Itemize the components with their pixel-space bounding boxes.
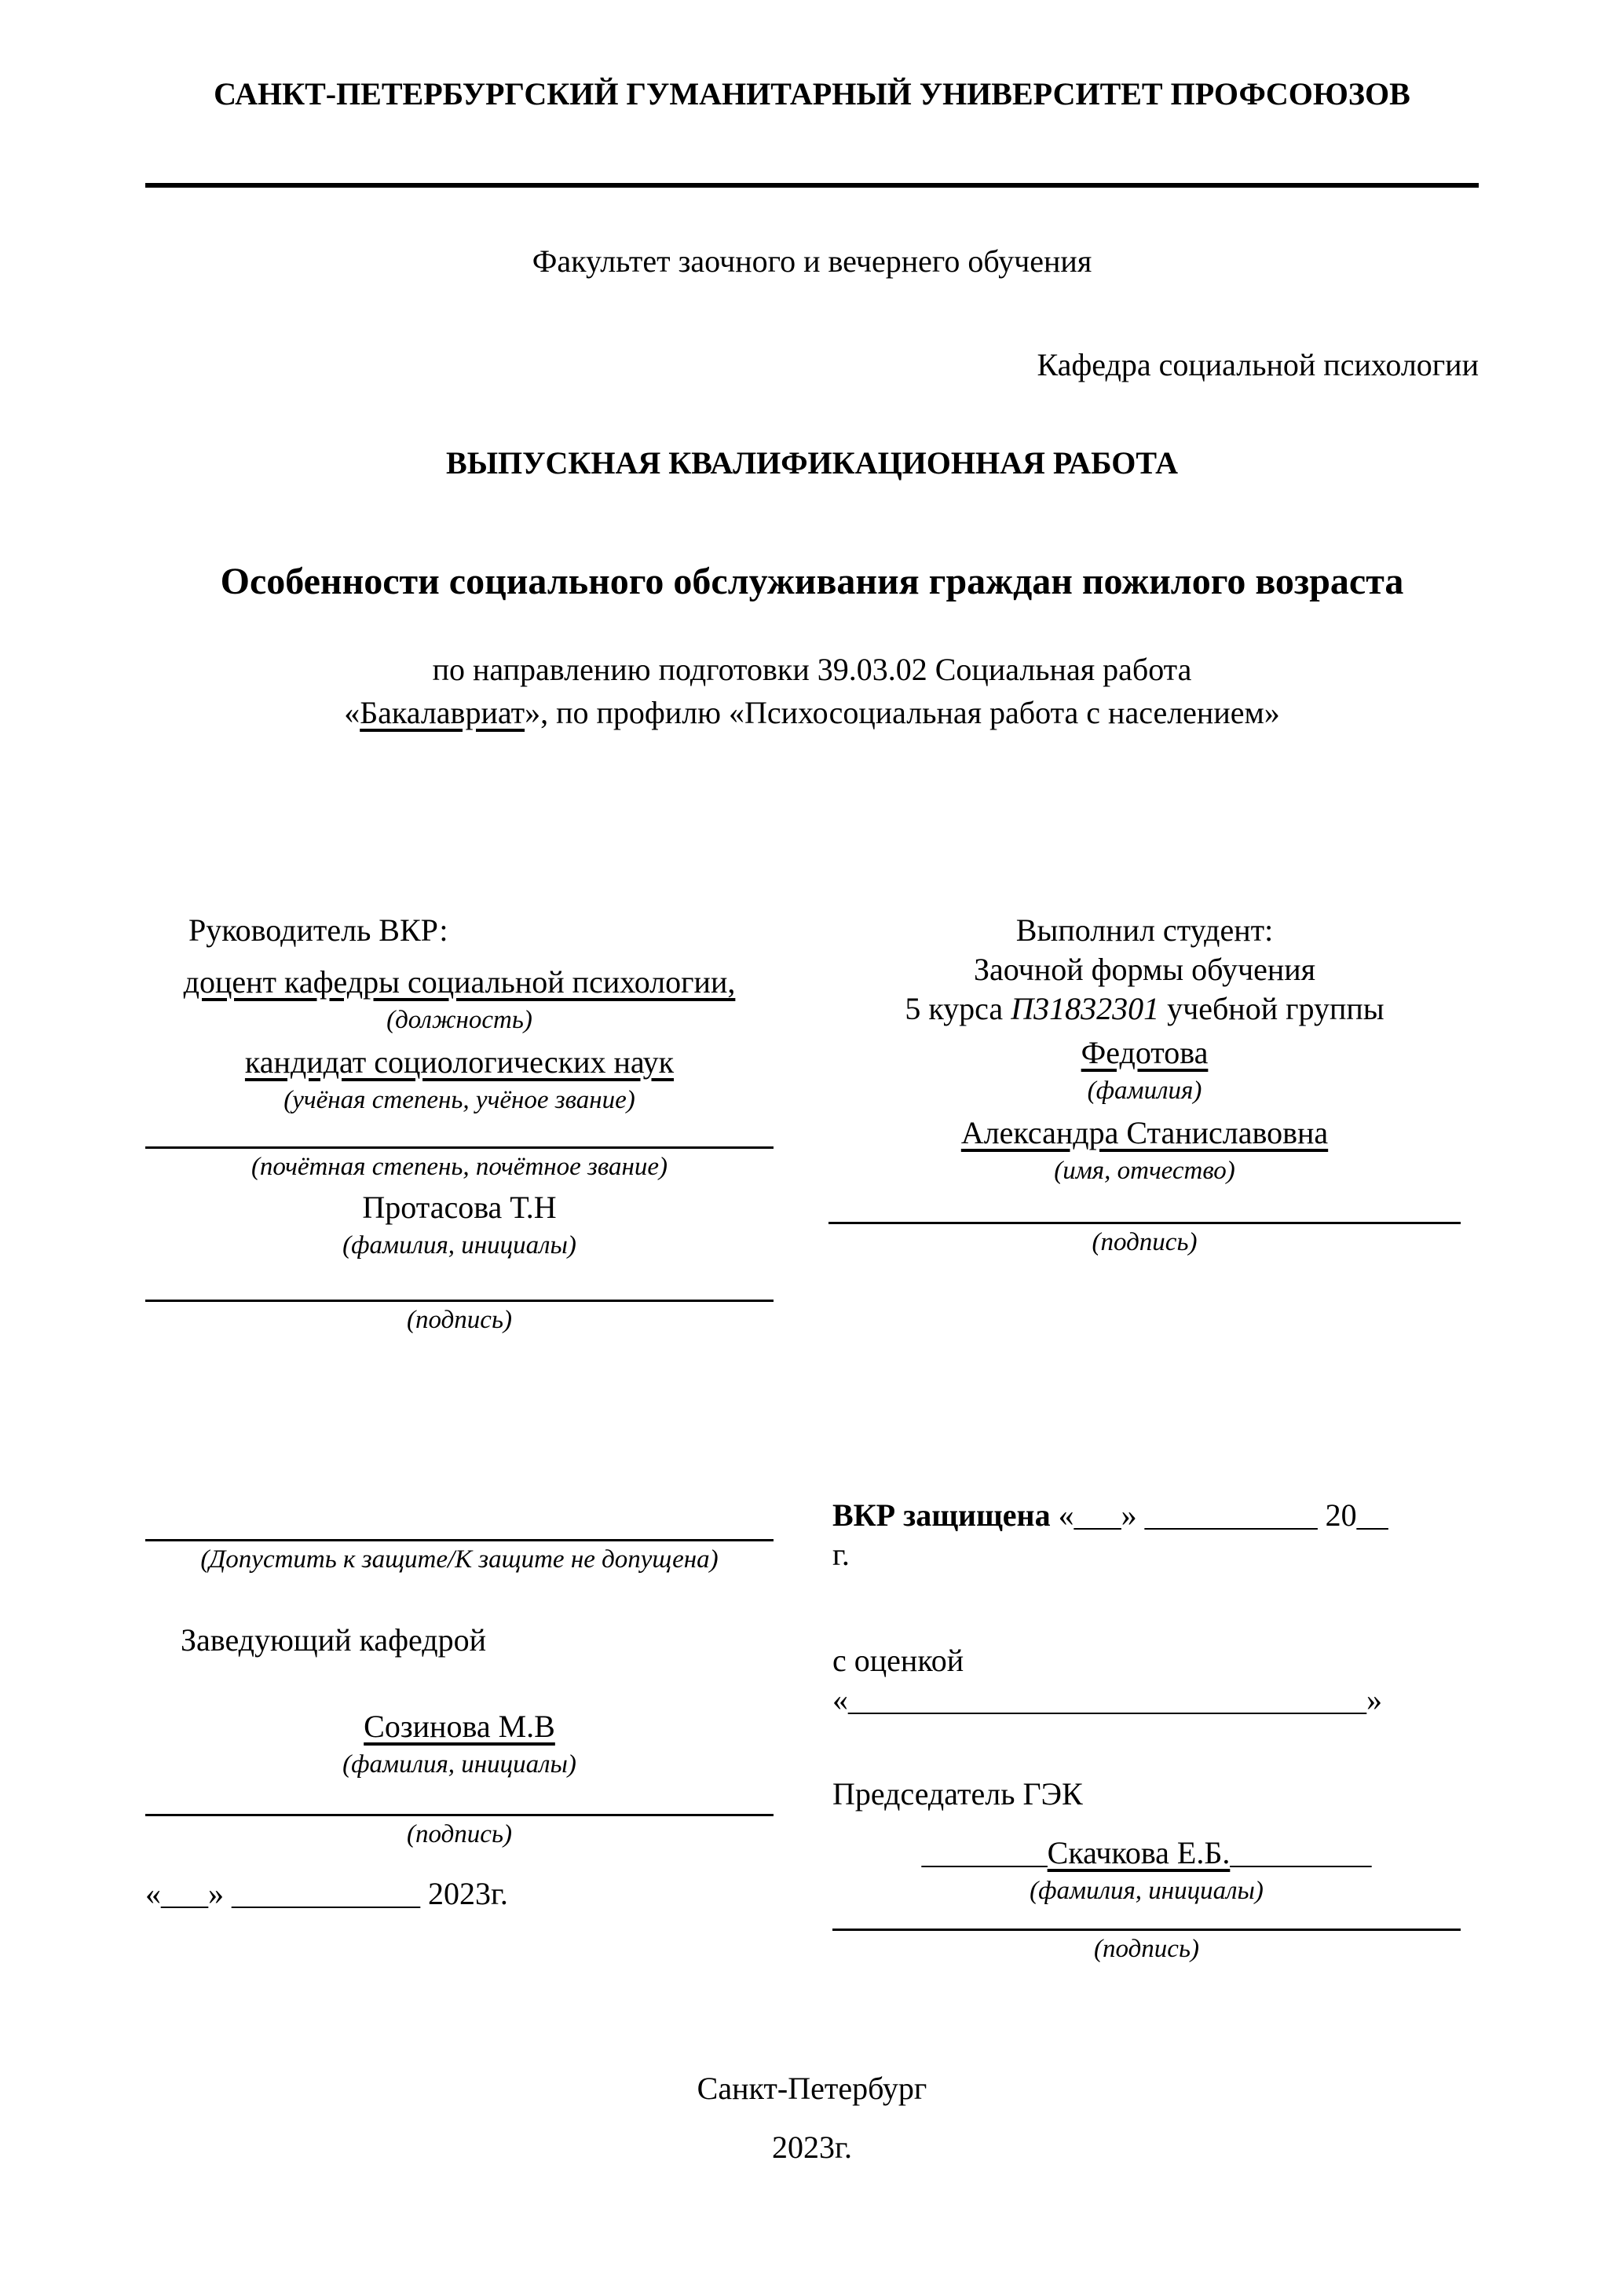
supervisor-block <box>145 911 774 1338</box>
grade-label: с оценкой <box>832 1643 964 1678</box>
supervisor-label: Руководитель ВКР: <box>188 912 448 948</box>
chairman-label: Председатель ГЭК <box>832 1776 1083 1812</box>
admission-date-line: «___» ____________ 2023г. <box>145 1876 508 1911</box>
supervisor-name: Протасова Т.Н <box>362 1190 557 1225</box>
defense-block <box>832 1496 1461 1967</box>
grade-blank-line: «_________________________________» <box>832 1682 1382 1717</box>
bachelor-level: Бакалавриат <box>360 695 525 730</box>
admission-block <box>145 1523 774 1914</box>
department-head-label: Заведующий кафедрой <box>181 1622 487 1658</box>
department-name: Кафедра социальной психологии <box>1037 347 1479 382</box>
supervisor-position: доцент кафедры социальной психологии, <box>183 964 736 1000</box>
footer-city: Санкт-Петербург <box>697 2071 927 2106</box>
work-type-heading: ВЫПУСКНАЯ КВАЛИФИКАЦИОННАЯ РАБОТА <box>446 445 1178 481</box>
student-name: Александра Станиславовна <box>960 1115 1329 1150</box>
student-surname-caption: (фамилия) <box>1087 1077 1202 1105</box>
supervisor-degree: кандидат социологических наук <box>244 1044 675 1080</box>
direction-line-2 <box>145 691 1479 734</box>
chairman-line-right: _________ <box>1230 1835 1372 1870</box>
student-course-line <box>828 989 1461 1029</box>
quote-open: « <box>344 695 360 730</box>
thesis-title: Особенности социального обслуживания граждан пожилого возраста <box>220 561 1404 602</box>
head-signature-caption: (подпись) <box>407 1820 512 1848</box>
chairman-name: Скачкова Е.Б. <box>1047 1835 1231 1870</box>
student-surname: Федотова <box>1081 1035 1209 1070</box>
student-block <box>828 911 1461 1260</box>
student-name-caption: (имя, отчество) <box>1054 1157 1235 1185</box>
supervisor-name-caption: (фамилия, инициалы) <box>342 1231 576 1260</box>
chairman-name-line <box>832 1834 1461 1873</box>
degree-caption: (учёная степень, учёное звание) <box>283 1086 635 1114</box>
course-prefix: 5 курса <box>905 991 1011 1026</box>
supervisor-signature-caption: (подпись) <box>407 1306 512 1334</box>
defense-date-blanks: «___» ___________ 20__ <box>1050 1497 1388 1533</box>
footer-year: 2023г. <box>772 2130 852 2165</box>
student-study-form: Заочной формы обучения <box>973 952 1316 987</box>
department-head-name: Созинова М.В <box>364 1709 555 1744</box>
honorary-caption: (почётная степень, почётное звание) <box>251 1153 668 1181</box>
position-caption: (должность) <box>386 1006 532 1034</box>
defense-date-tail: г. <box>832 1537 850 1572</box>
head-name-caption: (фамилия, инициалы) <box>342 1750 576 1779</box>
student-group: П31832301 <box>1011 991 1160 1026</box>
admission-caption: (Допустить к защите/К защите не допущена) <box>200 1545 719 1574</box>
university-name: САНКТ-ПЕТЕРБУРГСКИЙ ГУМАНИТАРНЫЙ УНИВЕРСИТЕТ ПРОФСОЮЗОВ <box>145 75 1479 188</box>
chairman-signature-caption: (подпись) <box>1094 1935 1199 1963</box>
course-suffix: учебной группы <box>1159 991 1384 1026</box>
chairman-name-caption: (фамилия, инициалы) <box>1030 1877 1264 1905</box>
chairman-line-left: ________ <box>921 1835 1048 1870</box>
direction-line-2-rest: », по профилю «Психосоциальная работа с населением» <box>525 695 1280 730</box>
student-signature-caption: (подпись) <box>1092 1228 1198 1256</box>
direction-line-1: по направлению подготовки 39.03.02 Социальная работа <box>432 652 1192 687</box>
faculty-name: Факультет заочного и вечернего обучения <box>532 243 1092 279</box>
student-label: Выполнил студент: <box>1015 912 1274 948</box>
defense-date-line <box>832 1496 1461 1535</box>
direction-block <box>145 648 1479 734</box>
defense-label: ВКР защищена <box>832 1497 1051 1533</box>
